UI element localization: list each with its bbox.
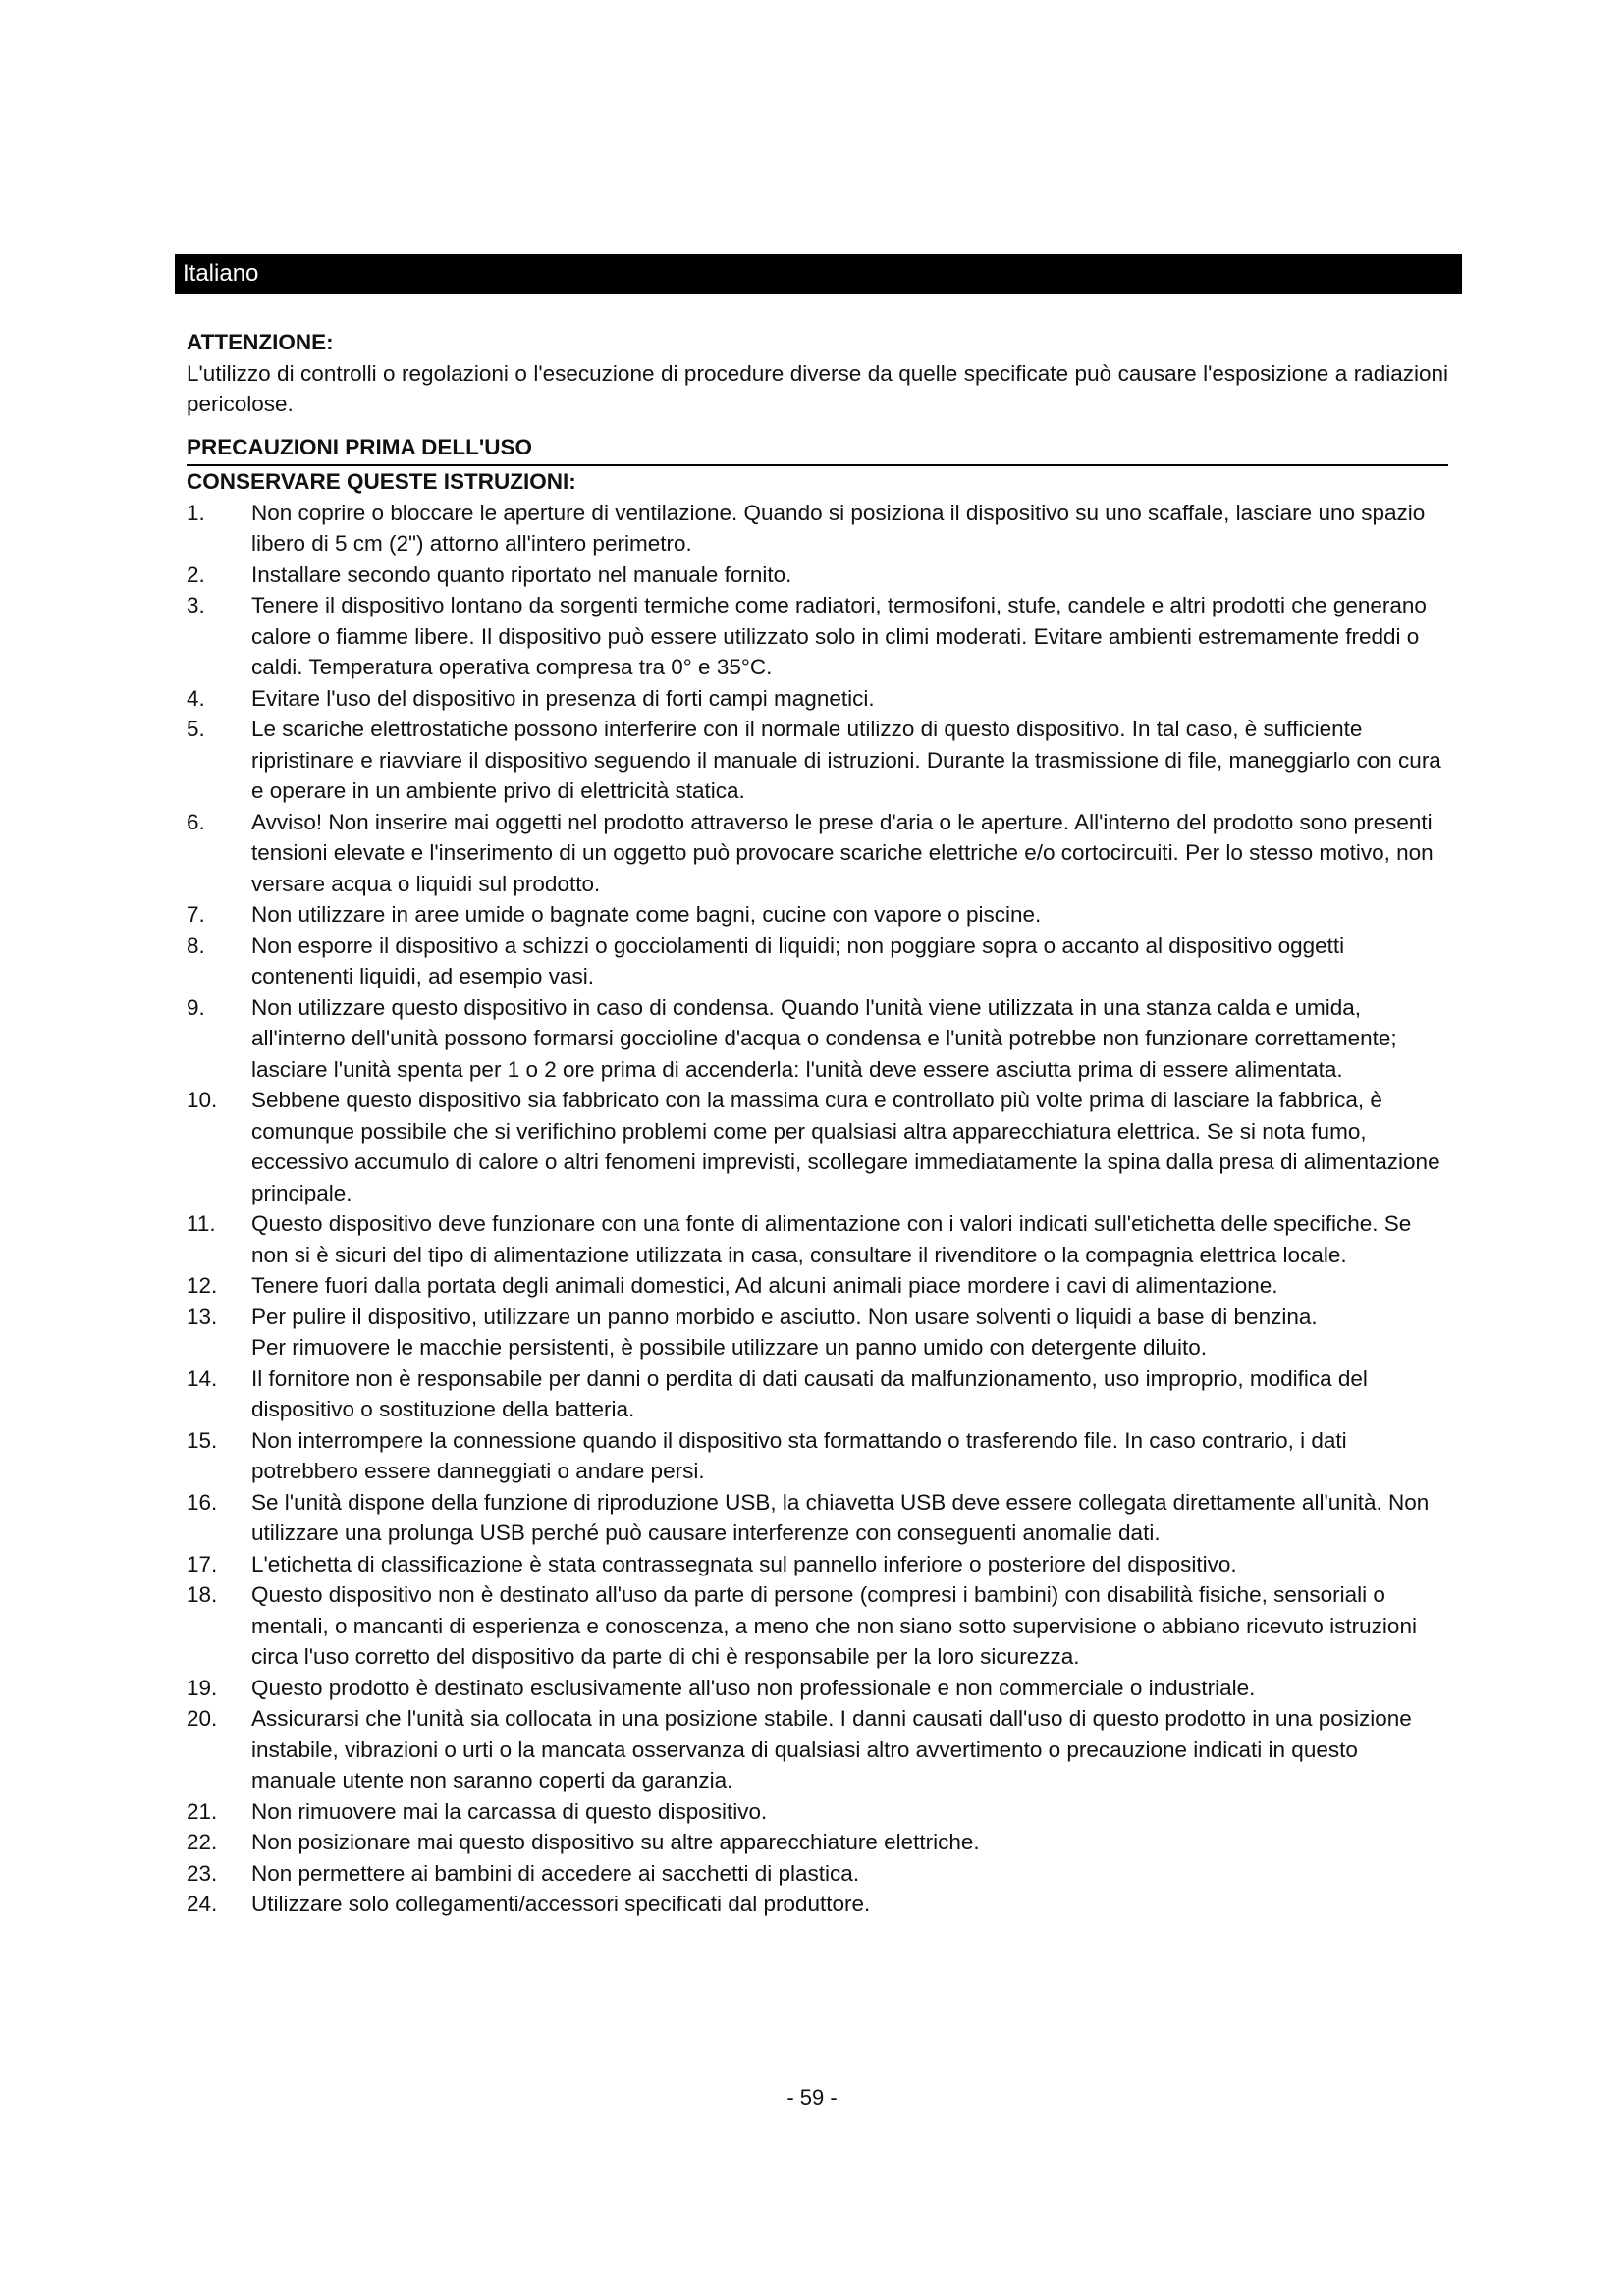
precaution-number: 20. [187, 1706, 218, 1731]
precaution-body [251, 1703, 1448, 1796]
precaution-text: Avviso! Non inserire mai oggetti nel prodotto attraverso le prese d'aria o le aperture. All'interno del prodotto sono presenti tensioni elevate e l'inserimento di un oggetto può provocare scariche elettriche e/o cortocircuiti. Per lo stesso motivo, non versare acqua o liquidi sul prodotto. [251, 809, 1434, 896]
warning-text: L'utilizzo di controlli o regolazioni o l'esecuzione di procedure diverse da quelle specificate può causare l'esposizione a radiazioni pericolose. [187, 360, 1448, 416]
precaution-item [187, 683, 1448, 715]
precaution-number: 22. [187, 1830, 218, 1854]
precaution-number: 12. [187, 1273, 218, 1298]
precaution-body [251, 899, 1448, 931]
precaution-number: 19. [187, 1675, 218, 1700]
precaution-item [187, 1889, 1448, 1920]
precaution-number: 13. [187, 1304, 218, 1329]
precaution-number: 1. [187, 500, 205, 525]
warning-heading: ATTENZIONE: [187, 330, 334, 354]
precaution-number: 18. [187, 1582, 218, 1607]
precaution-body [251, 1673, 1448, 1704]
precaution-body [251, 1208, 1448, 1270]
precaution-body [251, 1085, 1448, 1208]
precaution-text: Tenere fuori dalla portata degli animali domestici, Ad alcuni animali piace mordere i cavi di alimentazione. [251, 1273, 1278, 1298]
precaution-number: 2. [187, 561, 205, 587]
precaution-item [187, 1673, 1448, 1704]
precaution-text: Non utilizzare questo dispositivo in caso di condensa. Quando l'unità viene utilizzata in una stanza calda e umida, all'interno dell'unità possono formarsi goccioline d'acqua o condensa e l'unità potrebbe non funzionare correttamente; lasciare l'unità spenta per 1 o 2 ore prima di accenderla: l'unità deve essere asciutta prima di essere alimentata. [251, 994, 1397, 1082]
precaution-text: Tenere il dispositivo lontano da sorgenti termiche come radiatori, termosifoni, stufe, candele e altri prodotti che generano calore o fiamme libere. Il dispositivo può essere utilizzato solo in climi moderati. Evitare ambienti estremamente freddi o caldi. Temperatura operativa compresa tra 0° e 35°C. [251, 593, 1427, 679]
precaution-item [187, 1703, 1448, 1796]
precaution-extra-text: Per rimuovere le macchie persistenti, è possibile utilizzare un panno umido con detergente diluito. [251, 1335, 1208, 1360]
precaution-item [187, 1270, 1448, 1302]
precaution-text: Per pulire il dispositivo, utilizzare un panno morbido e asciutto. Non usare solventi o liquidi a base di benzina. [251, 1304, 1318, 1329]
precaution-item [187, 1487, 1448, 1549]
precaution-text: Non posizionare mai questo dispositivo su altre apparecchiature elettriche. [251, 1830, 980, 1854]
precaution-text: Non utilizzare in aree umide o bagnate come bagni, cucine con vapore o piscine. [251, 902, 1042, 927]
precaution-body [251, 1579, 1448, 1673]
precautions-title: PRECAUZIONI PRIMA DELL'USO [187, 432, 1448, 467]
precaution-body [251, 560, 1448, 591]
precaution-item [187, 714, 1448, 807]
precaution-item [187, 1085, 1448, 1208]
precaution-item [187, 931, 1448, 992]
precaution-item [187, 1549, 1448, 1580]
keep-instructions-subtitle: CONSERVARE QUESTE ISTRUZIONI: [187, 469, 576, 494]
precaution-text: Le scariche elettrostatiche possono interferire con il normale utilizzo di questo dispositivo. In tal caso, è sufficiente ripristinare e riavviare il dispositivo seguendo il manuale di istruzioni. Durante la trasmissione di file, maneggiarlo con cura e operare in un ambiente privo di elettricità statica. [251, 717, 1441, 803]
precaution-body [251, 1858, 1448, 1890]
precaution-text: Non interrompere la connessione quando il dispositivo sta formattando o trasferendo file. In caso contrario, i dati potrebbero essere danneggiati o andare persi. [251, 1427, 1347, 1483]
precaution-body [251, 1302, 1448, 1363]
precaution-number: 4. [187, 685, 205, 711]
precaution-item [187, 1796, 1448, 1828]
precaution-item [187, 1425, 1448, 1487]
precaution-text: Non coprire o bloccare le aperture di ventilazione. Quando si posiziona il dispositivo su uno scaffale, lasciare uno spazio libero di 5 cm (2") attorno all'intero perimetro. [251, 500, 1426, 556]
precaution-number: 24. [187, 1892, 218, 1916]
precaution-text: Questo dispositivo non è destinato all'uso da parte di persone (compresi i bambini) con disabilità fisiche, sensoriali o mentali, o mancanti di esperienza e conoscenza, a meno che non siano sotto supervisione o abbiano ricevuto istruzioni circa l'uso corretto del dispositivo da parte di chi è responsabile per la loro sicurezza. [251, 1582, 1417, 1669]
precaution-body [251, 498, 1448, 560]
precaution-body [251, 931, 1448, 992]
precaution-number: 9. [187, 994, 205, 1020]
precaution-body [251, 683, 1448, 715]
precaution-text: L'etichetta di classificazione è stata contrassegnata sul pannello inferiore o posteriore del dispositivo. [251, 1551, 1237, 1576]
precaution-body [251, 1363, 1448, 1425]
precaution-number: 15. [187, 1427, 218, 1453]
precaution-number: 21. [187, 1798, 218, 1824]
precaution-item [187, 1363, 1448, 1425]
precaution-number: 23. [187, 1860, 218, 1886]
page-content [187, 327, 1448, 1920]
precaution-body [251, 992, 1448, 1086]
precaution-body [251, 1549, 1448, 1580]
precaution-number: 17. [187, 1551, 218, 1576]
precaution-item [187, 1208, 1448, 1270]
precaution-item [187, 992, 1448, 1086]
precaution-item [187, 807, 1448, 900]
precaution-number: 16. [187, 1489, 218, 1515]
precaution-body [251, 1796, 1448, 1828]
precaution-body [251, 1889, 1448, 1920]
precaution-number: 10. [187, 1088, 218, 1112]
precaution-item [187, 899, 1448, 931]
precaution-number: 11. [187, 1211, 216, 1236]
precautions-list [187, 498, 1448, 1920]
precaution-item [187, 590, 1448, 683]
precaution-item [187, 1579, 1448, 1673]
precaution-text: Non permettere ai bambini di accedere ai sacchetti di plastica. [251, 1860, 860, 1886]
precaution-text: Installare secondo quanto riportato nel manuale fornito. [251, 561, 792, 587]
precaution-number: 3. [187, 593, 205, 617]
precaution-text: Il fornitore non è responsabile per danni o perdita di dati causati da malfunzionamento, uso improprio, modifica del dispositivo o sostituzione della batteria. [251, 1365, 1368, 1421]
page-number: - 59 - [786, 2085, 838, 2109]
precaution-text: Sebbene questo dispositivo sia fabbricato con la massima cura e controllato più volte prima di lasciare la fabbrica, è comunque possibile che si verifichino problemi come per qualsiasi altra apparecchiatura elettrica. Se si nota fumo, eccessivo accumulo di calore o altri fenomeni imprevisti, scollegare immediatamente la spina dalla presa di alimentazione principale. [251, 1088, 1440, 1205]
precaution-number: 6. [187, 809, 205, 834]
precaution-item [187, 1302, 1448, 1363]
precaution-body [251, 590, 1448, 683]
precaution-item [187, 498, 1448, 560]
precaution-number: 7. [187, 902, 205, 927]
precaution-body [251, 1487, 1448, 1549]
precaution-text: Non rimuovere mai la carcassa di questo dispositivo. [251, 1798, 768, 1824]
precaution-text: Evitare l'uso del dispositivo in presenza di forti campi magnetici. [251, 685, 875, 711]
precaution-text: Questo dispositivo deve funzionare con una fonte di alimentazione con i valori indicati sull'etichetta delle specifiche. Se non si è sicuri del tipo di alimentazione utilizzata in casa, consultare il rivenditore o la compagnia elettrica locale. [251, 1211, 1412, 1267]
precaution-number: 8. [187, 933, 205, 958]
precaution-item [187, 1858, 1448, 1890]
precaution-text: Non esporre il dispositivo a schizzi o gocciolamenti di liquidi; non poggiare sopra o accanto al dispositivo oggetti contenenti liquidi, ad esempio vasi. [251, 933, 1345, 988]
precaution-body [251, 1270, 1448, 1302]
precaution-item [187, 1827, 1448, 1858]
language-label: Italiano [183, 260, 259, 287]
precaution-body [251, 807, 1448, 900]
precaution-text: Assicurarsi che l'unità sia collocata in una posizione stabile. I danni causati dall'uso di questo prodotto in una posizione instabile, vibrazioni o urti o la mancata osservanza di qualsiasi altro avvertimento o precauzione indicati in questo manuale utente non saranno coperti da garanzia. [251, 1706, 1412, 1792]
precaution-text: Questo prodotto è destinato esclusivamente all'uso non professionale e non commerciale o industriale. [251, 1675, 1256, 1700]
precaution-body [251, 1827, 1448, 1858]
language-header-bar [175, 254, 1462, 294]
precaution-number: 14. [187, 1365, 218, 1391]
precaution-item [187, 560, 1448, 591]
precaution-number: 5. [187, 717, 205, 741]
precaution-body [251, 714, 1448, 807]
precaution-text: Se l'unità dispone della funzione di riproduzione USB, la chiavetta USB deve essere collegata direttamente all'unità. Non utilizzare una prolunga USB perché può causare interferenze con conseguenti anomalie dati. [251, 1489, 1430, 1545]
precaution-body [251, 1425, 1448, 1487]
precaution-text: Utilizzare solo collegamenti/accessori specificati dal produttore. [251, 1892, 871, 1916]
